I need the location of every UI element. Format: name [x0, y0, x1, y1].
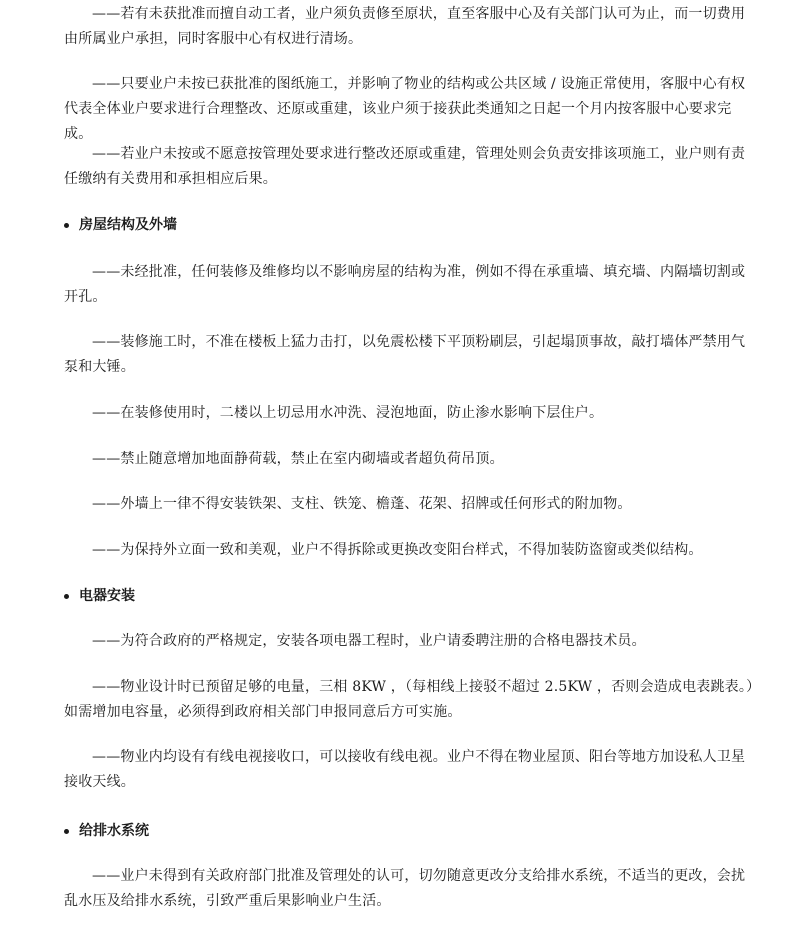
- paragraph-rectification: ——只要业户未按已获批准的图纸施工，并影响了物业的结构或公共区域 / 设施正常使用，客服中心有权代表全体业户要求进行合理整改、还原或重建，该业户须于接获此类通知之日起一个月内按客服中心要求完成。: [64, 76, 746, 142]
- section-title: 电器安装: [79, 588, 135, 604]
- paragraph-structure-6: ——为保持外立面一致和美观，业户不得拆除或更换改变阳台样式，不得加装防盗窗或类似结构。: [92, 542, 703, 558]
- paragraph-structure-4: ——禁止随意增加地面静荷载，禁止在室内砌墙或者超负荷吊顶。: [92, 451, 504, 467]
- paragraph-unapproved-work: ——若有未获批准而擅自动工者，业户须负责修至原状，直至客服中心及有关部门认可为止，而一切费用由所属业户承担，同时客服中心有权进行清场。: [64, 6, 746, 47]
- section-heading-electrical: [64, 586, 135, 606]
- section-heading-water: [64, 821, 149, 841]
- paragraph-management-arrangement: ——若业户未按或不愿意按管理处要求进行整改还原或重建，管理处则会负责安排该项施工，业户则有责任缴纳有关费用和承担相应后果。: [64, 146, 746, 187]
- paragraph-water-1: ——业户未得到有关政府部门批准及管理处的认可，切勿随意更改分支给排水系统，不适当的更改，会扰乱水压及给排水系统，引致严重后果影响业户生活。: [64, 868, 746, 909]
- paragraph-electrical-2: ——物业设计时已预留足够的电量，三相 8KW ，（每相线上接驳不超过 2.5KW ，否则会造成电表跳表。）如需增加电容量，必须得到政府相关部门申报同意后方可实施。: [64, 679, 754, 720]
- bullet-icon: [64, 223, 69, 228]
- paragraph-structure-1: ——未经批准，任何装修及维修均以不影响房屋的结构为准，例如不得在承重墙、填充墙、内隔墙切割或开孔。: [64, 264, 746, 305]
- paragraph-electrical-3: ——物业内均设有有线电视接收口，可以接收有线电视。业户不得在物业屋顶、阳台等地方加设私人卫星接收天线。: [64, 749, 746, 790]
- paragraph-structure-2: ——装修施工时，不准在楼板上猛力击打，以免震松楼下平顶粉刷层，引起塌顶事故，敲打墙体严禁用气泵和大锤。: [64, 334, 746, 375]
- section-title: 给排水系统: [79, 823, 149, 839]
- bullet-icon: [64, 829, 69, 834]
- paragraph-electrical-1: ——为符合政府的严格规定，安装各项电器工程时，业户请委聘注册的合格电器技术员。: [92, 633, 646, 649]
- section-heading-structure: [64, 215, 177, 235]
- paragraph-structure-5: ——外墙上一律不得安装铁架、支柱、铁笼、檐蓬、花架、招牌或任何形式的附加物。: [92, 496, 632, 512]
- section-title: 房屋结构及外墙: [79, 217, 177, 233]
- paragraph-structure-3: ——在装修使用时，二楼以上切忌用水冲洗、浸泡地面，防止渗水影响下层住户。: [92, 405, 604, 421]
- bullet-icon: [64, 594, 69, 599]
